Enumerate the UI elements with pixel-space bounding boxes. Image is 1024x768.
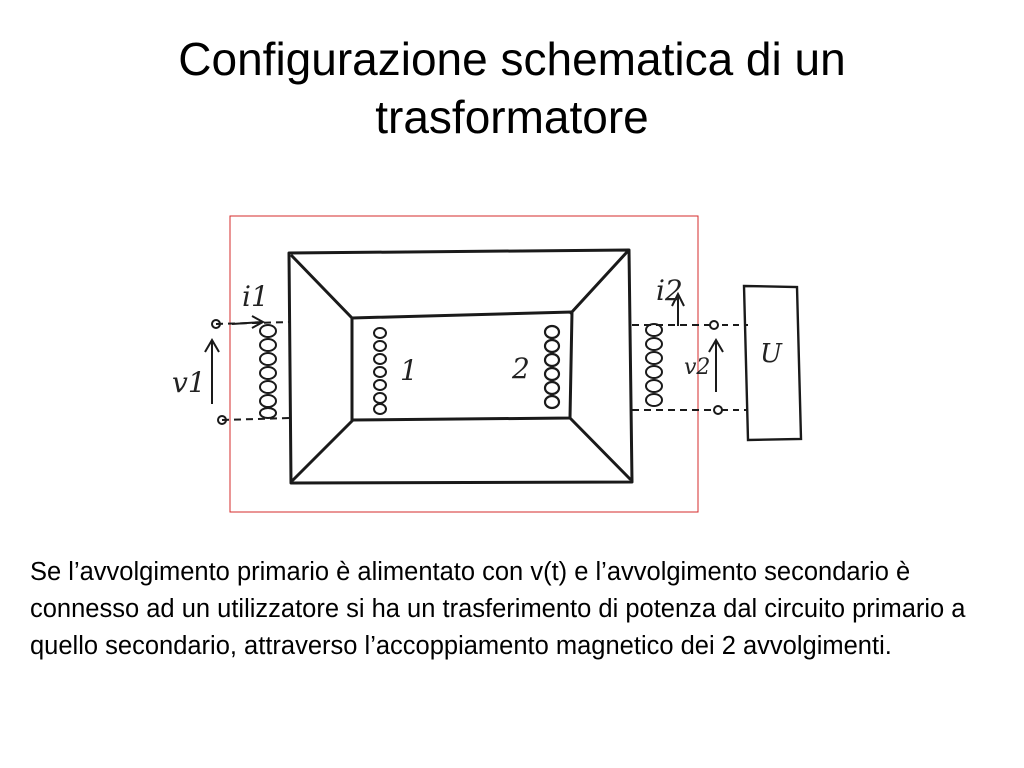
primary-wire-top — [216, 322, 290, 324]
label-i1: i1 — [242, 280, 269, 313]
slide-title: Configurazione schematica di un trasformatore — [178, 33, 846, 143]
core-diagonal-bl — [293, 420, 353, 480]
body-paragraph: Se l’avvolgimento primario è alimentato con v(t) e l’avvolgimento secondario è connesso ad un utilizzatore si ha un trasferimento di potenza dal circuito primario a quello secondario, attraverso l’accoppiamento magnetico dei 2 avvolgimenti. — [30, 558, 966, 660]
core-diagonal-tr — [571, 252, 627, 313]
primary-winding-outer — [260, 325, 276, 418]
secondary-terminal-bottom — [714, 406, 722, 414]
i2-arrow — [672, 294, 684, 326]
primary-wire-bottom — [222, 418, 290, 420]
core-outer — [289, 250, 632, 483]
core-diagonal-tl — [292, 256, 352, 318]
label-load: U — [760, 339, 782, 369]
primary-terminal-bottom — [218, 416, 226, 424]
v1-arrow — [205, 340, 219, 404]
label-winding-2: 2 — [512, 352, 530, 385]
label-winding-1: 1 — [400, 354, 418, 387]
core-inner — [352, 312, 572, 420]
label-v2: v2 — [684, 355, 711, 380]
figure-frame — [230, 216, 698, 512]
secondary-winding-outer — [646, 324, 662, 406]
core-diagonal-br — [570, 418, 630, 479]
load-box — [744, 286, 801, 440]
label-v1: v1 — [172, 366, 206, 399]
primary-terminal-top — [212, 320, 220, 328]
secondary-terminal-top — [710, 321, 718, 329]
i1-arrow — [232, 316, 263, 328]
label-i2: i2 — [656, 274, 683, 307]
primary-winding-inner — [374, 328, 386, 414]
v2-arrow — [709, 340, 723, 392]
secondary-winding-inner — [545, 326, 559, 408]
